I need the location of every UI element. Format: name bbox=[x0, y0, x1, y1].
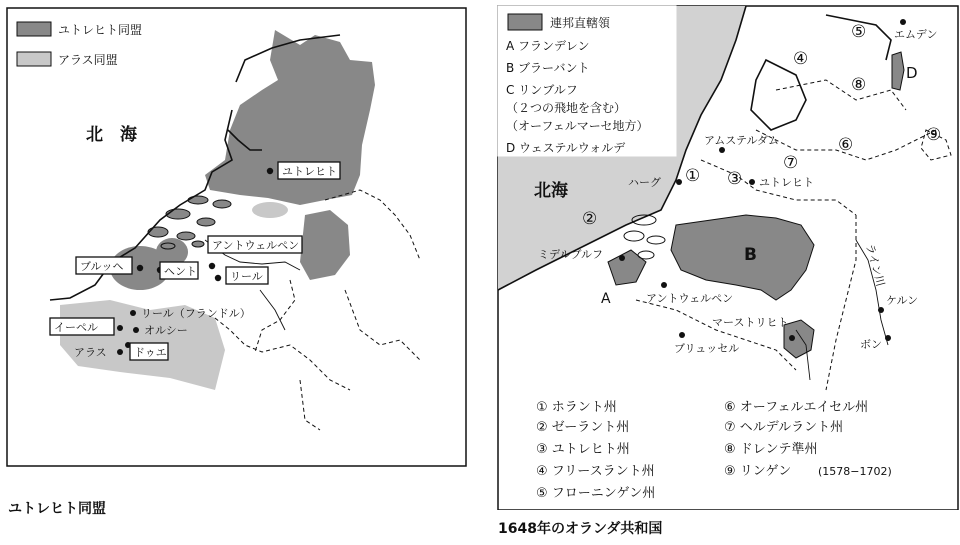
lille-dot bbox=[215, 275, 221, 281]
city-middelburg: ミデルブルフ bbox=[538, 248, 604, 261]
dutch-republic-map bbox=[496, 0, 960, 510]
city-douai: ドゥエ bbox=[134, 346, 167, 359]
legend-d: D ウェステルウォルデ bbox=[506, 141, 626, 155]
sea-label: 北 海 bbox=[86, 125, 137, 145]
utrecht-dot-r bbox=[749, 179, 755, 185]
brussels-dot bbox=[679, 332, 685, 338]
right-map-caption: 1648年のオランダ共和国 bbox=[498, 521, 663, 537]
province-num-4: ④ bbox=[793, 49, 809, 69]
left-map-caption: ユトレヒト同盟 bbox=[8, 501, 106, 517]
lille-flandre-dot bbox=[130, 310, 136, 316]
province-7: ⑦ ヘルデルラント州 bbox=[724, 420, 844, 435]
hague-dot bbox=[676, 179, 682, 185]
river-rhine: ライン川 bbox=[863, 242, 887, 288]
antwerp-dot bbox=[209, 263, 215, 269]
legend-utrecht-label: ユトレヒト同盟 bbox=[58, 23, 143, 37]
city-utrecht-r: ユトレヒト bbox=[759, 176, 814, 189]
province-num-1: ① bbox=[685, 166, 701, 186]
legend-b: B ブラーバント bbox=[506, 61, 590, 75]
province-8: ⑧ ドレンテ準州 bbox=[724, 442, 818, 457]
legend-a: A フランデレン bbox=[506, 39, 590, 53]
province-4: ④ フリースラント州 bbox=[536, 464, 655, 479]
city-brussels: ブリュッセル bbox=[674, 342, 740, 355]
city-ypres: イーペル bbox=[54, 321, 98, 334]
letter-d: D bbox=[906, 64, 918, 82]
province-5: ⑤ フローニンゲン州 bbox=[536, 486, 656, 501]
city-orchies: オルシー bbox=[144, 324, 188, 337]
city-brugge: ブルッヘ bbox=[80, 260, 124, 273]
antwerp-dot-r bbox=[661, 282, 667, 288]
province-num-2: ② bbox=[582, 209, 598, 229]
legend-arras-label: アラス同盟 bbox=[58, 53, 118, 67]
city-lille-flandre: リール（フランドル） bbox=[141, 307, 251, 320]
legend-c1: C リンブルフ bbox=[506, 83, 578, 97]
city-emden: エムデン bbox=[894, 28, 938, 41]
province-2: ② ゼーラント州 bbox=[536, 420, 630, 435]
city-utrecht: ユトレヒト bbox=[282, 165, 337, 178]
city-bonn: ボン bbox=[860, 338, 882, 351]
legend-c2: （２つの飛地を含む） bbox=[506, 101, 627, 115]
province-num-7: ⑦ bbox=[783, 153, 799, 173]
province-num-9: ⑨ bbox=[926, 125, 942, 145]
province-num-8: ⑧ bbox=[851, 75, 867, 95]
bonn-dot bbox=[885, 335, 891, 341]
amsterdam-dot bbox=[719, 147, 725, 153]
city-amsterdam: アムステルダム bbox=[704, 134, 780, 147]
arras-dot bbox=[117, 349, 123, 355]
province-num-6: ⑥ bbox=[838, 135, 854, 155]
letter-b: B bbox=[744, 245, 757, 265]
city-antwerp: アントウェルペン bbox=[212, 239, 300, 252]
ypres-dot bbox=[117, 325, 123, 331]
letter-a: A bbox=[601, 291, 611, 307]
city-gent: ヘント bbox=[164, 265, 197, 278]
right-sea-label: 北海 bbox=[534, 181, 568, 201]
city-koln: ケルン bbox=[886, 294, 919, 307]
brugge-dot bbox=[137, 265, 143, 271]
maastricht-dot bbox=[789, 335, 795, 341]
utrecht-union-map bbox=[0, 0, 474, 480]
province-9: ⑨ リンゲン bbox=[724, 464, 792, 479]
city-maastricht: マーストリヒト bbox=[712, 316, 789, 329]
orchies-dot bbox=[133, 327, 139, 333]
legend-title: 連邦直轄領 bbox=[550, 16, 611, 30]
legend-c3: （オーフェルマーセ地方） bbox=[506, 119, 649, 133]
province-1: ① ホラント州 bbox=[536, 400, 617, 415]
emden-dot bbox=[900, 19, 906, 25]
city-lille: リール bbox=[230, 270, 263, 283]
middelburg-dot bbox=[619, 255, 625, 261]
province-num-3: ③ bbox=[727, 169, 743, 189]
province-6: ⑥ オーフェルエイセル州 bbox=[724, 400, 869, 415]
lingen-years: (1578−1702) bbox=[818, 465, 892, 478]
utrecht-union-blob bbox=[252, 202, 288, 218]
koln-dot bbox=[878, 307, 884, 313]
utrecht-dot bbox=[267, 168, 273, 174]
city-antwerp-r: アントウェルペン bbox=[646, 292, 734, 305]
city-hague: ハーグ bbox=[628, 176, 661, 189]
province-3: ③ ユトレヒト州 bbox=[536, 442, 630, 457]
city-arras: アラス bbox=[74, 346, 107, 359]
province-num-5: ⑤ bbox=[851, 22, 867, 42]
